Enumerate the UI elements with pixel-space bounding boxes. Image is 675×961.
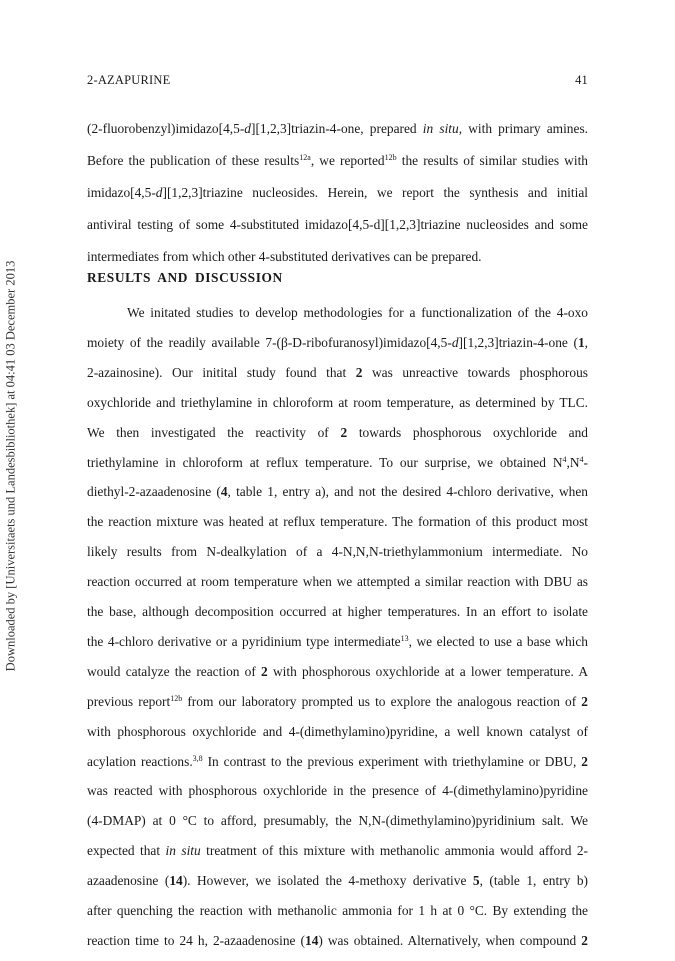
text-line: reaction occurred at room temperature when we attempted a similar reaction with DBU as xyxy=(87,574,588,589)
download-notice: Downloaded by [Universitaets und Landesbibliothek] at 04:41 03 December 2013 xyxy=(3,260,18,672)
text-line: We then investigated the reactivity of 2 towards phosphorous oxychloride and xyxy=(87,425,588,440)
text-line: with phosphorous oxychloride and 4-(dimethylamino)pyridine, a well known catalyst of xyxy=(87,724,588,739)
text-line: imidazo[4,5-d][1,2,3]triazine nucleosides. Herein, we report the synthesis and initial xyxy=(87,185,588,200)
page-number: 41 xyxy=(575,73,588,87)
text-line: (2-fluorobenzyl)imidazo[4,5-d][1,2,3]triazin-4-one, prepared in situ, with primary amines. xyxy=(87,121,588,136)
text-line: (4-DMAP) at 0 °C to afford, presumably, the N,N-(dimethylamino)pyridinium salt. We xyxy=(87,813,588,828)
section-heading: RESULTS AND DISCUSSION xyxy=(87,270,283,285)
download-watermark xyxy=(0,0,20,961)
text-line: We initated studies to develop methodologies for a functionalization of the 4-oxo xyxy=(127,305,588,320)
text-line: previous report$^{12b}$ from our laboratory prompted us to explore the analogous reaction of 2 xyxy=(87,694,588,709)
text-line: diethyl-2-azaadenosine (4, table 1, entry a), and not the desired 4-chloro derivative, when xyxy=(87,484,588,499)
text-line: the 4-chloro derivative or a pyridinium type intermediate$^{13}$, we elected to use a base which xyxy=(87,634,588,649)
text-line: acylation reactions.$^{3,8}$ In contrast to the previous experiment with triethylamine or DBU, 2 xyxy=(87,754,588,769)
text-line: was reacted with phosphorous oxychloride in the presence of 4-(dimethylamino)pyridine xyxy=(87,783,588,798)
text-line: the reaction mixture was heated at reflux temperature. The formation of this product most xyxy=(87,514,588,529)
text-line: triethylamine in chloroform at reflux temperature. To our surprise, we obtained $N^4,N^4-$ xyxy=(87,455,588,470)
text-line: reaction time to 24 h, 2-azaadenosine (14) was obtained. Alternatively, when compound 2 xyxy=(87,933,588,948)
text-line: the base, although decomposition occurred at higher temperatures. In an effort to isolate xyxy=(87,604,588,619)
text-line: expected that in situ treatment of this mixture with methanolic ammonia would afford 2- xyxy=(87,843,588,858)
running-title: 2-AZAPURINE xyxy=(87,73,171,87)
text-line: likely results from N-dealkylation of a 4-N,N,N-triethylammonium intermediate. No xyxy=(87,544,588,559)
text-line: antiviral testing of some 4-substituted imidazo[4,5-d][1,2,3]triazine nucleosides and some xyxy=(87,217,588,232)
text-line: azaadenosine (14). However, we isolated the 4-methoxy derivative 5, (table 1, entry b) xyxy=(87,873,588,888)
text-line: 2-azainosine). Our initital study found that 2 was unreactive towards phosphorous xyxy=(87,365,588,380)
text-line: intermediates from which other 4-substituted derivatives can be prepared. xyxy=(87,249,482,264)
text-line: moiety of the readily available 7-(β-D-ribofuranosyl)imidazo[4,5-d][1,2,3]triazin-4-one (1, xyxy=(87,335,589,350)
text-line: after quenching the reaction with methanolic ammonia for 1 h at 0 °C. By extending the xyxy=(87,903,588,918)
text-line: oxychloride and triethylamine in chloroform at room temperature, as determined by TLC. xyxy=(87,395,588,410)
running-head xyxy=(87,73,588,88)
text-line: Before the publication of these results$^{12a}$, we reported$^{12b}$ the results of similar studies with xyxy=(87,153,588,168)
text-line: would catalyze the reaction of 2 with phosphorous oxychloride at a lower temperature. A xyxy=(87,664,588,679)
